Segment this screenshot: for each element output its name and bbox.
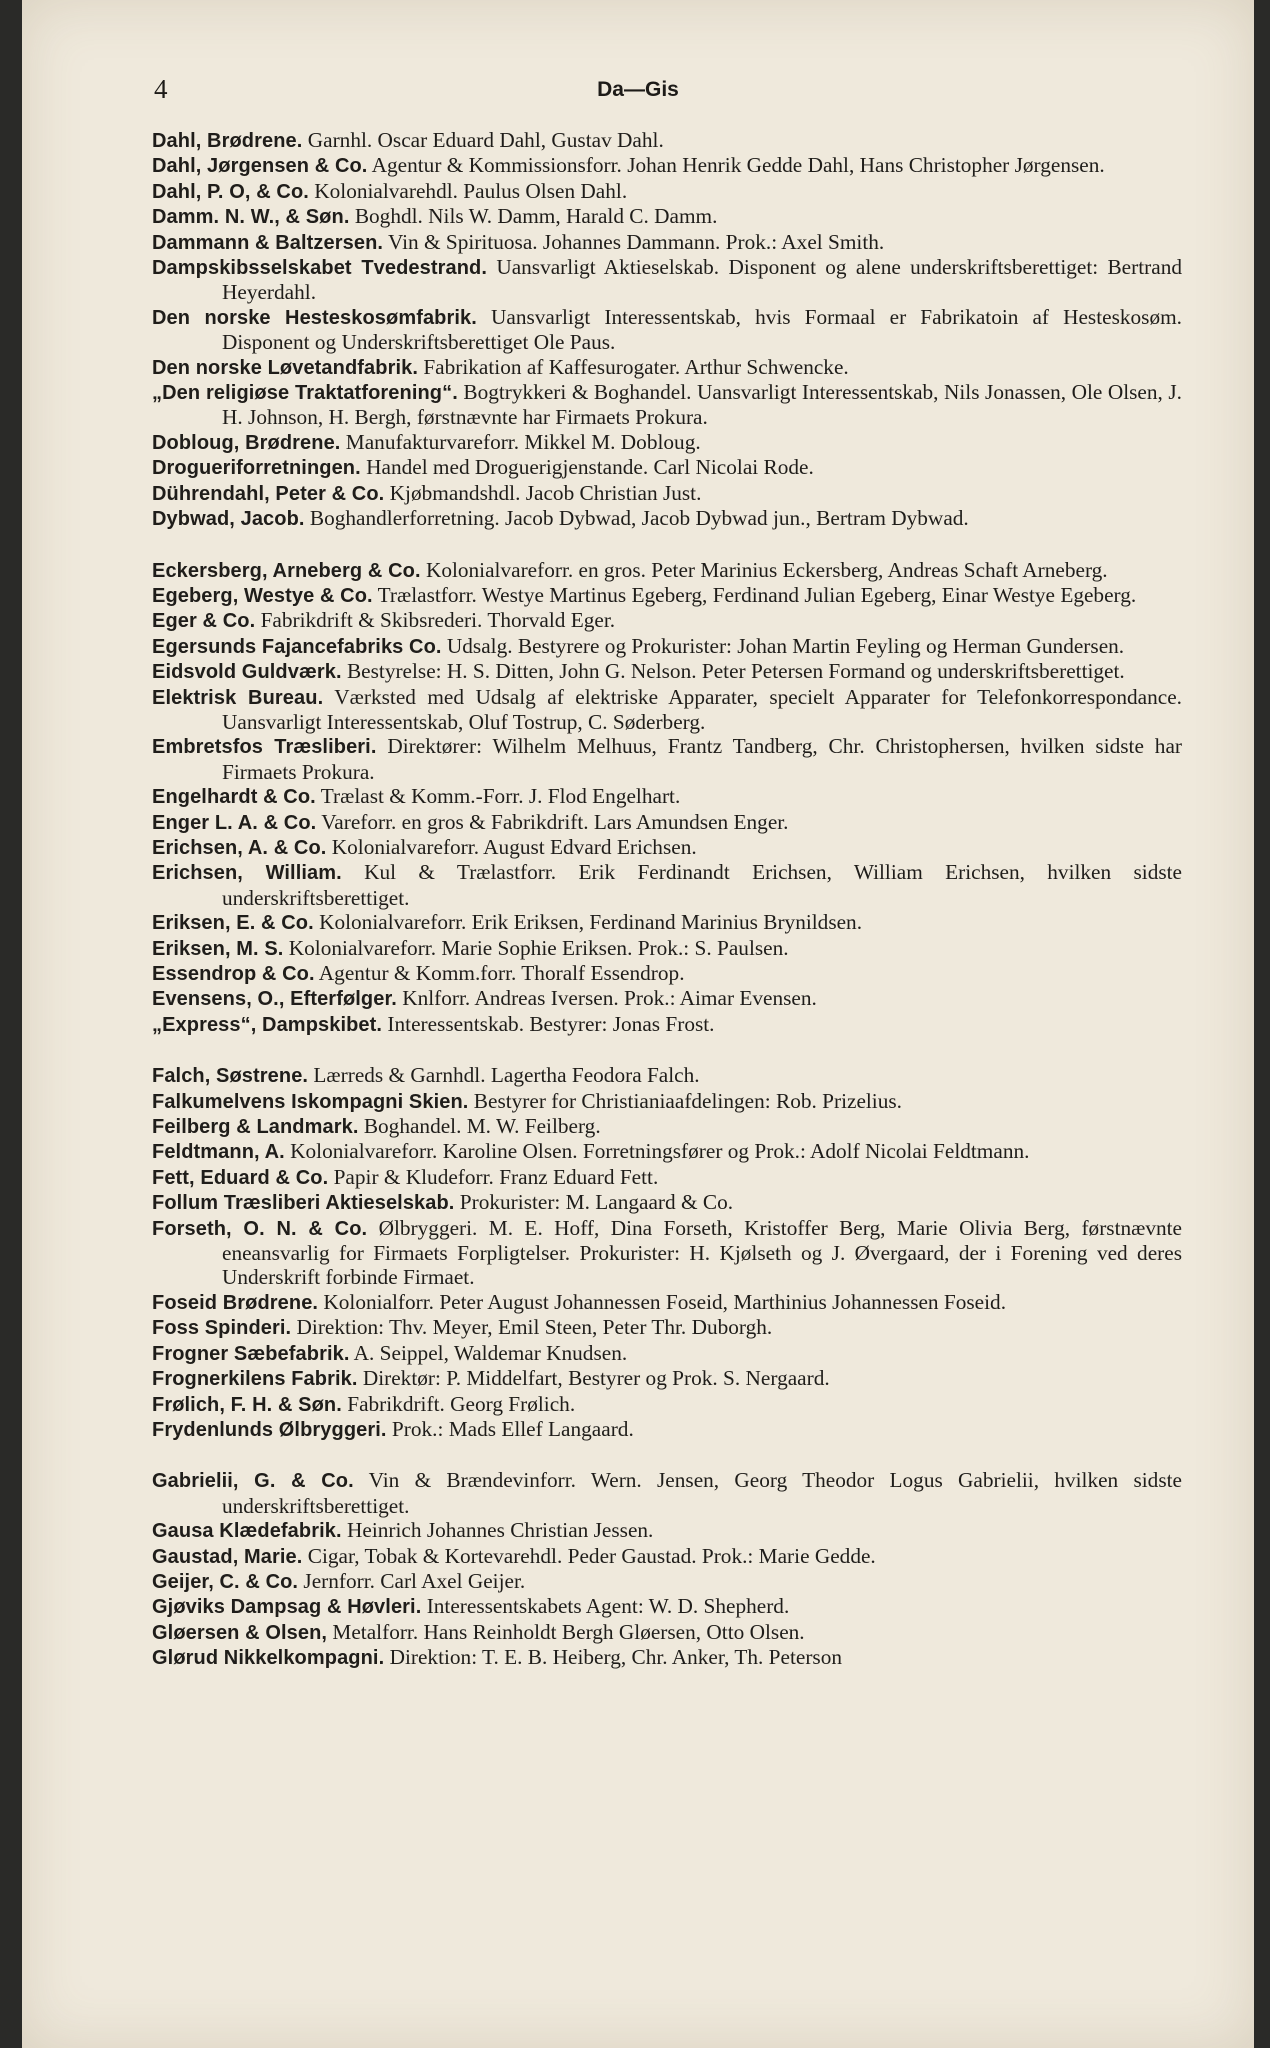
firm-description: Boghandlerforretning. Jacob Dybwad, Jacob Dybwad jun., Bertram Dybwad. [309, 506, 969, 531]
firm-description: Værksted med Udsalg af elektriske Apparater, specielt Apparater for Telefonkorrespondance. Uansvarligt Interessentskab, Oluf Tostrup, C. Søderberg. [222, 684, 1182, 734]
firm-description: Vin & Brændevinforr. Wern. Jensen, Georg Theodor Logus Gabrielii, hvilken sidste underskriftsberettiget. [222, 1468, 1182, 1518]
firm-description: Garnhl. Oscar Eduard Dahl, Gustav Dahl. [307, 128, 664, 152]
firm-description: Papir & Kludeforr. Franz Eduard Fett. [333, 1164, 659, 1189]
firm-description: Kolonialvareforr. Erik Eriksen, Ferdinand Marinius Brynildsen. [319, 910, 863, 935]
firm-name: Dahl, Brødrene. [152, 130, 303, 152]
firm-name: Dahl, Jørgensen & Co. [152, 155, 368, 178]
directory-entry [152, 835, 1182, 860]
directory-entry [152, 1417, 1182, 1442]
directory-entry [152, 380, 1182, 430]
directory-entry [152, 634, 1182, 659]
firm-description: Prokurister: M. Langaard & Co. [459, 1190, 734, 1215]
directory-entry [152, 659, 1182, 684]
firm-description: Vin & Spirituosa. Johannes Dammann. Prok.: Axel Smith. [388, 229, 885, 254]
firm-description: Bestyrelse: H. S. Ditten, John G. Nelson. Peter Petersen Formand og underskriftsberettiget. [346, 659, 1125, 684]
directory-entry [152, 153, 1182, 178]
firm-name: Dahl, P. O, & Co. [152, 180, 309, 203]
firm-name: Frølich, F. H. & Søn. [152, 1393, 342, 1416]
directory-entry [152, 1139, 1182, 1164]
firm-description: Cigar, Tobak & Kortevarehdl. Peder Gaustad. Prok.: Marie Gedde. [307, 1543, 876, 1568]
firm-name: Dührendahl, Peter & Co. [152, 482, 385, 505]
directory-section [152, 558, 1182, 1038]
firm-name: Forseth, O. N. & Co. [152, 1217, 368, 1240]
directory-entry [152, 430, 1182, 455]
firm-name: Drogueriforretningen. [152, 457, 361, 480]
firm-description: Udsalg. Bestyrere og Prokurister: Johan Martin Feyling og Herman Gundersen. [446, 633, 1125, 658]
firm-name: Evensens, O., Efterfølger. [152, 988, 397, 1011]
firm-description: Bogtrykkeri & Boghandel. Uansvarligt Interessentskab, Nils Jonassen, Ole Olsen, J. H. Johnson, H. Bergh, førstnævnte har Firmaets Prokura. [222, 380, 1182, 430]
directory-entry [152, 784, 1182, 809]
firm-name: Damm. N. W., & Søn. [152, 206, 350, 229]
firm-description: Jernforr. Carl Axel Geijer. [303, 1568, 526, 1593]
firm-name: Egersunds Fajancefabriks Co. [152, 635, 442, 658]
firm-name: Elektrisk Bureau. [152, 686, 324, 709]
firm-name: Feilberg & Landmark. [152, 1116, 359, 1139]
directory-entry [152, 608, 1182, 633]
firm-name: Embretsfos Træsliberi. [152, 736, 377, 759]
firm-description: Kolonialvareforr. August Edvard Erichsen. [331, 834, 697, 859]
firm-description: Bestyrer for Christianiaafdelingen: Rob. Prizelius. [473, 1088, 902, 1113]
directory-entry [152, 506, 1182, 531]
firm-description: Knlforr. Andreas Iversen. Prok.: Aimar Evensen. [402, 986, 817, 1011]
firm-name: Dobloug, Brødrene. [152, 431, 341, 454]
firm-description: Agentur & Kommissionsforr. Johan Henrik Gedde Dahl, Hans Christopher Jørgensen. [371, 153, 1105, 178]
firm-name: Essendrop & Co. [152, 963, 315, 985]
firm-description: Direktør: P. Middelfart, Bestyrer og Prok. S. Nergaard. [362, 1366, 830, 1391]
firm-name: „Express“, Dampskibet. [152, 1013, 383, 1036]
firm-name: Eckersberg, Arneberg & Co. [152, 559, 421, 582]
firm-name: Erichsen, William. [152, 862, 342, 885]
firm-name: „Den religiøse Traktatforening“. [152, 382, 458, 405]
firm-description: Direktion: Thv. Meyer, Emil Steen, Peter Thr. Duborgh. [296, 1315, 773, 1340]
page-header [22, 70, 1254, 110]
firm-description: Lærreds & Garnhdl. Lagertha Feodora Falch. [313, 1063, 700, 1088]
firm-description: Direktører: Wilhelm Melhuus, Frantz Tandberg, Chr. Christophersen, hvilken sidste har Firmaets Prokura. [222, 734, 1182, 784]
firm-name: Gausa Klædefabrik. [152, 1520, 342, 1543]
directory-entry [152, 305, 1182, 355]
directory-entry [152, 1544, 1182, 1569]
page-number: 4 [154, 74, 168, 104]
directory-entry [152, 558, 1182, 583]
directory-section [152, 128, 1182, 532]
firm-name: Gjøviks Dampsag & Høvleri. [152, 1596, 422, 1619]
directory-entry [152, 685, 1182, 735]
firm-description: Vareforr. en gros & Fabrikdrift. Lars Amundsen Enger. [321, 809, 789, 834]
firm-name: Eriksen, E. & Co. [152, 912, 314, 935]
directory-entry [152, 355, 1182, 380]
directory-entry [152, 1114, 1182, 1139]
running-head: Da—Gis [597, 78, 679, 101]
firm-description: Interessentskab. Bestyrer: Jonas Frost. [387, 1011, 715, 1036]
directory-entry [152, 986, 1182, 1011]
firm-name: Foss Spinderi. [152, 1317, 292, 1340]
directory-entry [152, 860, 1182, 910]
directory-entry [152, 583, 1182, 608]
firm-description: Kolonialforr. Peter August Johannessen Foseid, Marthinius Johannessen Foseid. [323, 1289, 1007, 1314]
firm-name: Erichsen, A. & Co. [152, 836, 327, 859]
directory-entry [152, 1165, 1182, 1190]
firm-description: Boghandel. M. W. Feilberg. [363, 1114, 601, 1139]
firm-description: Ølbryggeri. M. E. Hoff, Dina Forseth, Kristoffer Berg, Marie Olivia Berg, førstnævnte eneansvarlig for Firmaets Forpligtelser. Prokurister: H. Kjølseth og J. Øvergaard, der i Forening ved deres Underskrift forbinde Firmaet. [222, 1215, 1183, 1290]
firm-name: Glørud Nikkelkompagni. [152, 1647, 385, 1670]
firm-name: Follum Træsliberi Aktieselskab. [152, 1192, 455, 1215]
directory-entry [152, 1645, 1182, 1670]
firm-description: Handel med Droguerigjenstande. Carl Nicolai Rode. [366, 455, 814, 480]
firm-name: Gaustad, Marie. [152, 1545, 303, 1568]
firm-name: Dybwad, Jacob. [152, 508, 305, 531]
firm-description: Kolonialvarehdl. Paulus Olsen Dahl. [314, 178, 628, 203]
directory-entries [152, 128, 1182, 1697]
directory-entry [152, 936, 1182, 961]
directory-entry [152, 1012, 1182, 1037]
firm-description: Kolonialvareforr. en gros. Peter Marinius Eckersberg, Andreas Schaft Arneberg. [425, 557, 1108, 582]
directory-entry [152, 734, 1182, 784]
firm-description: Kolonialvareforr. Marie Sophie Eriksen. Prok.: S. Paulsen. [288, 935, 789, 960]
directory-entry [152, 961, 1182, 986]
firm-description: Heinrich Johannes Christian Jessen. [346, 1518, 654, 1543]
directory-entry [152, 1594, 1182, 1619]
directory-entry [152, 1190, 1182, 1215]
firm-name: Den norske Løvetandfabrik. [152, 356, 418, 379]
directory-entry [152, 1216, 1182, 1290]
firm-description: Fabrikdrift & Skibsrederi. Thorvald Eger. [260, 608, 616, 633]
firm-name: Fett, Eduard & Co. [152, 1166, 329, 1189]
firm-name: Falkumelvens Iskompagni Skien. [152, 1090, 469, 1113]
firm-name: Egeberg, Westye & Co. [152, 584, 373, 607]
firm-name: Frydenlunds Ølbryggeri. [152, 1418, 387, 1441]
directory-entry [152, 481, 1182, 506]
firm-description: Manufakturvareforr. Mikkel M. Dobloug. [345, 429, 701, 454]
firm-name: Gabrielii, G. & Co. [152, 1470, 354, 1493]
firm-description: Kjøbmandshdl. Jacob Christian Just. [389, 480, 702, 505]
firm-name: Eidsvold Guldværk. [152, 661, 342, 684]
directory-entry [152, 230, 1182, 255]
directory-entry [152, 179, 1182, 204]
firm-name: Eriksen, M. S. [152, 937, 284, 960]
firm-name: Enger L. A. & Co. [152, 811, 317, 834]
firm-name: Frognerkilens Fabrik. [152, 1368, 358, 1391]
firm-description: Trælastforr. Westye Martinus Egeberg, Ferdinand Julian Egeberg, Einar Westye Egeberg. [377, 582, 1137, 607]
firm-description: Agentur & Komm.forr. Thoralf Essendrop. [318, 961, 685, 985]
firm-name: Gløersen & Olsen, [152, 1621, 328, 1644]
firm-description: A. Seippel, Waldemar Knudsen. [353, 1340, 628, 1365]
firm-name: Eger & Co. [152, 610, 256, 633]
directory-entry [152, 1341, 1182, 1366]
firm-description: Uansvarligt Aktieselskab. Disponent og alene underskriftsberettiget: Bertrand Heyerdahl. [222, 255, 1182, 305]
directory-entry [152, 910, 1182, 935]
directory-entry [152, 1290, 1182, 1315]
directory-entry [152, 128, 1182, 153]
directory-entry [152, 1366, 1182, 1391]
firm-description: Kul & Trælastforr. Erik Ferdinandt Erichsen, William Erichsen, hvilken sidste underskriftsberettiget. [222, 860, 1182, 910]
firm-description: Direktion: T. E. B. Heiberg, Chr. Anker, Th. Peterson [389, 1645, 843, 1670]
directory-page [22, 0, 1254, 2048]
directory-entry [152, 204, 1182, 229]
firm-name: Dampskibsselskabet Tvedestrand. [152, 257, 487, 280]
directory-entry [152, 455, 1182, 480]
firm-description: Prok.: Mads Ellef Langaard. [391, 1416, 634, 1441]
firm-description: Metalforr. Hans Reinholdt Bergh Gløersen, Otto Olsen. [332, 1619, 805, 1644]
directory-entry [152, 1315, 1182, 1340]
directory-entry [152, 1569, 1182, 1594]
firm-name: Den norske Hesteskosømfabrik. [152, 306, 477, 329]
firm-description: Interessentskabets Agent: W. D. Shepherd. [426, 1594, 790, 1619]
directory-section [152, 1468, 1182, 1670]
firm-name: Feldtmann, A. [152, 1141, 285, 1164]
firm-name: Frogner Sæbefabrik. [152, 1342, 350, 1365]
directory-entry [152, 1468, 1182, 1518]
directory-entry [152, 810, 1182, 835]
directory-entry [152, 255, 1182, 305]
directory-entry [152, 1620, 1182, 1645]
firm-name: Geijer, C. & Co. [152, 1570, 299, 1593]
directory-section [152, 1063, 1182, 1442]
firm-name: Dammann & Baltzersen. [152, 231, 384, 254]
directory-entry [152, 1392, 1182, 1417]
directory-entry [152, 1063, 1182, 1088]
firm-description: Fabrikation af Kaffesurogater. Arthur Schwencke. [423, 354, 849, 379]
firm-name: Engelhardt & Co. [152, 786, 316, 809]
firm-description: Trælast & Komm.-Forr. J. Flod Engelhart. [320, 784, 681, 809]
directory-entry [152, 1089, 1182, 1114]
firm-description: Boghdl. Nils W. Damm, Harald C. Damm. [354, 204, 718, 229]
firm-description: Uansvarligt Interessentskab, hvis Formaal er Fabrikatoin af Hesteskosøm. Disponent og Underskriftsberettiget Ole Paus. [222, 304, 1182, 355]
firm-description: Kolonialvareforr. Karoline Olsen. Forretningsfører og Prok.: Adolf Nicolai Feldtmann. [290, 1139, 1030, 1164]
directory-entry [152, 1518, 1182, 1543]
firm-description: Fabrikdrift. Georg Frølich. [347, 1391, 576, 1416]
firm-name: Foseid Brødrene. [152, 1291, 319, 1314]
firm-name: Falch, Søstrene. [152, 1065, 309, 1088]
